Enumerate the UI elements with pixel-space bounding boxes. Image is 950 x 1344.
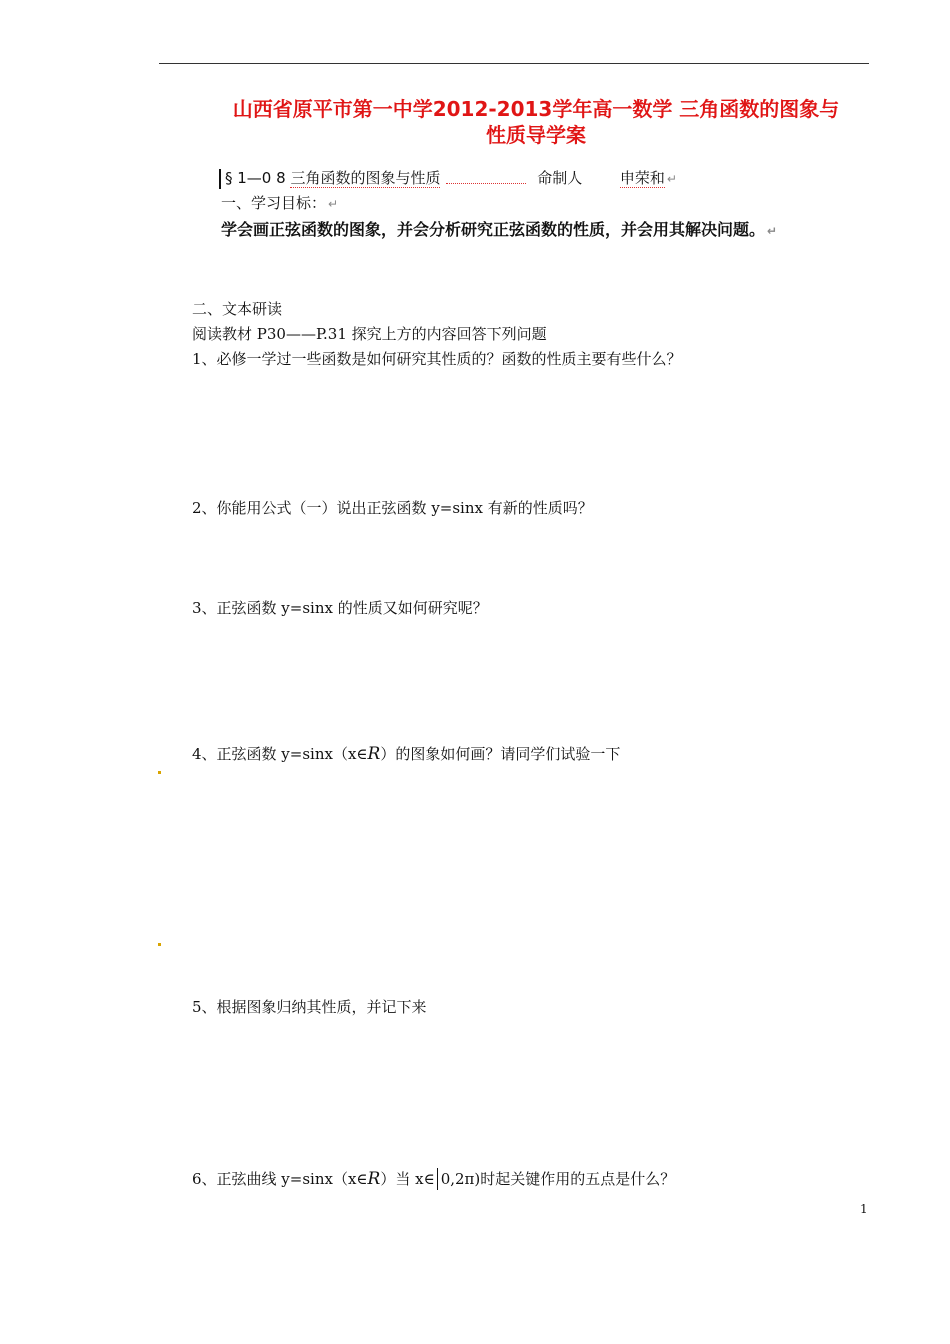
title-line-1: 山西省原平市第一中学2012-2013学年高一数学 三角函数的图象与 xyxy=(232,97,840,121)
goals-heading: 一、学习目标： xyxy=(221,194,327,212)
section-header-line xyxy=(219,166,677,190)
section-2-heading: 二、文本研读 xyxy=(192,300,283,318)
real-set-symbol: R xyxy=(367,744,381,764)
question-6 xyxy=(192,1168,675,1190)
top-rule xyxy=(159,63,869,64)
author-name: 申荣和 xyxy=(619,169,665,187)
question-4-suffix: ）的图象如何画？请同学们试验一下 xyxy=(380,745,621,763)
question-3: 3、正弦函数 y=sinx 的性质又如何研究呢？ xyxy=(192,599,488,617)
author-label: 命制人 xyxy=(537,169,583,187)
layout-marker xyxy=(158,943,161,946)
question-6-suffix: 时起关键作用的五点是什么？ xyxy=(480,1170,676,1188)
question-4-prefix: 4、正弦函数 y=sinx（x∈ xyxy=(192,745,368,763)
goals-text-line xyxy=(221,219,777,242)
return-mark: ↵ xyxy=(666,172,677,186)
question-5: 5、根据图象归纳其性质，并记下来 xyxy=(192,998,427,1016)
question-1: 1、必修一学过一些函数是如何研究其性质的？函数的性质主要有些什么？ xyxy=(192,350,682,368)
reading-instruction: 阅读教材 P30——P.31 探究上方的内容回答下列问题 xyxy=(192,325,547,343)
interval-value: 0,2π xyxy=(440,1170,475,1188)
return-mark: ↵ xyxy=(328,197,339,211)
question-2: 2、你能用公式（一）说出正弦函数 y=sinx 有新的性质吗？ xyxy=(192,499,593,517)
question-6-middle: ）当 x∈ xyxy=(380,1170,435,1188)
question-4 xyxy=(192,743,620,765)
document-title xyxy=(200,96,872,148)
title-line-2: 性质导学案 xyxy=(486,123,586,147)
layout-marker xyxy=(158,771,161,774)
interval: 0,2π) xyxy=(437,1168,481,1190)
section-title: 三角函数的图象与性质 xyxy=(290,169,441,187)
page-number: 1 xyxy=(860,1202,868,1216)
question-6-prefix: 6、正弦曲线 y=sinx（x∈ xyxy=(192,1170,368,1188)
return-mark: ↵ xyxy=(767,224,778,238)
goals-text: 学会画正弦函数的图象，并会分析研究正弦函数的性质，并会用其解决问题。 xyxy=(221,220,766,239)
real-set-symbol: R xyxy=(367,1169,381,1189)
section-code: § 1—0 8 xyxy=(225,169,286,187)
goals-heading-line xyxy=(221,193,338,214)
spell-underline xyxy=(446,173,526,184)
cursor-bar xyxy=(219,169,221,189)
